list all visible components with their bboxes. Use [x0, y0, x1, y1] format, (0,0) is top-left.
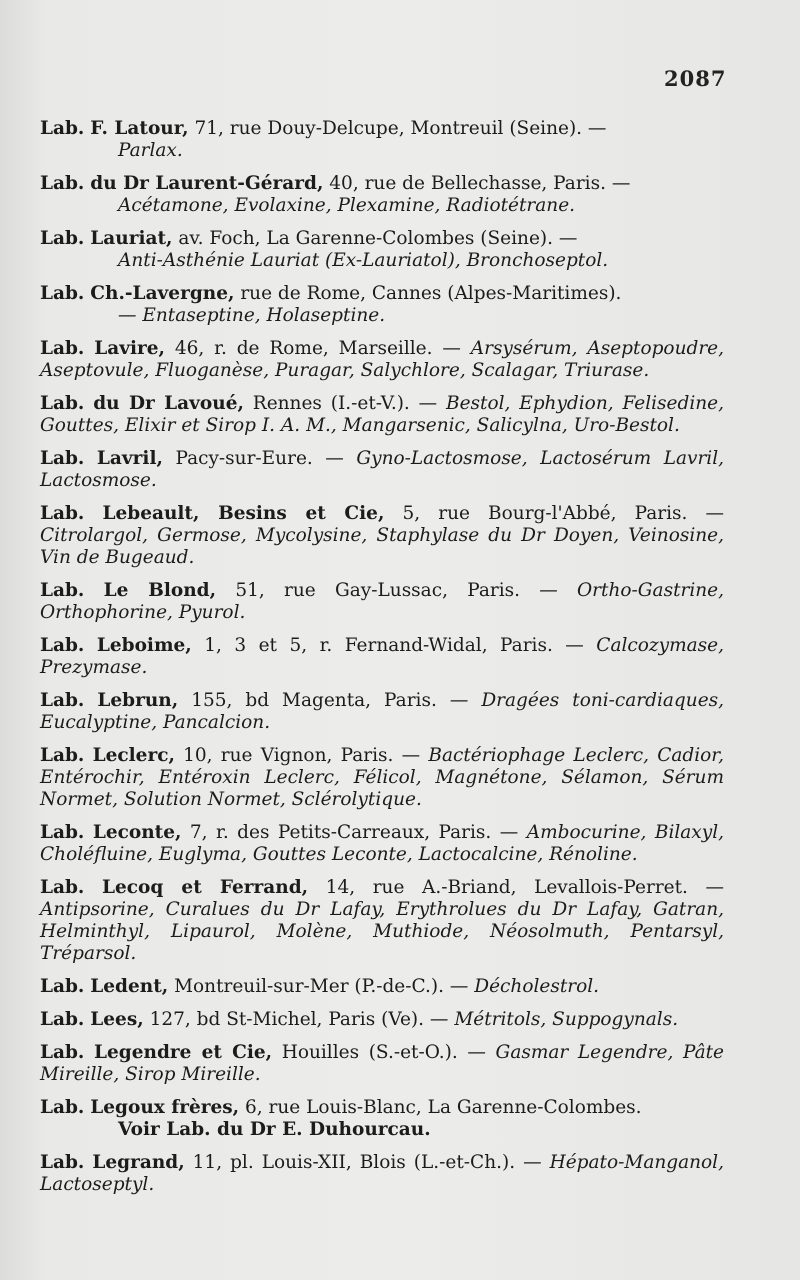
- entry-prefix: Lab.: [40, 118, 85, 139]
- entry-address: Pacy-sur-Eure. —: [175, 448, 344, 469]
- entry-name: Le Blond,: [103, 580, 217, 601]
- list-item: [40, 1009, 724, 1031]
- entry-products: Ambocurine, Bilaxyl, Choléfluine, Euglyma, Gouttes Leconte, Lactocalcine, Rénoline.: [40, 822, 724, 865]
- entry-address: 6, rue Louis-Blanc, La Garenne-Colombes.: [244, 1097, 642, 1118]
- entry-prefix: Lab.: [40, 283, 85, 304]
- entry-prefix: Lab.: [40, 1152, 85, 1173]
- entry-prefix: Lab.: [40, 173, 85, 194]
- entry-address: 71, rue Douy-Delcupe, Montreuil (Seine). —: [194, 118, 607, 139]
- entry-products: Bactériophage Leclerc, Cadior, Entérochir, Entéroxin Leclerc, Félicol, Magnétone, Sélamon, Sérum Normet, Solution Normet, Sclérolytique.: [40, 745, 724, 810]
- entry-address: Montreuil-sur-Mer (P.-de-C.). —: [174, 976, 469, 997]
- entry-products: Calcozymase, Prezymase.: [40, 635, 724, 678]
- list-item: [40, 338, 724, 382]
- list-item: [40, 580, 724, 624]
- entry-name: Leclerc,: [92, 745, 175, 766]
- entry-name: Lauriat,: [90, 228, 173, 249]
- list-item: [40, 503, 724, 569]
- entry-products: Gyno-Lactosmose, Lactosérum Lavril, Lactosmose.: [40, 448, 725, 491]
- entry-address: 127, bd St-Michel, Paris (Ve). —: [149, 1009, 449, 1030]
- list-item: [40, 1042, 724, 1086]
- entry-prefix: Lab.: [40, 976, 85, 997]
- entry-address: 11, pl. Louis-XII, Blois (L.-et-Ch.). —: [192, 1152, 542, 1173]
- list-item: [40, 173, 724, 217]
- list-item: [40, 1152, 724, 1196]
- entry-name: Lees,: [90, 1009, 144, 1030]
- entry-products: Gasmar Legendre, Pâte Mireille, Sirop Mireille.: [40, 1042, 725, 1085]
- entry-address: 46, r. de Rome, Marseille. —: [174, 338, 461, 359]
- entry-name: du Dr Lavoué,: [93, 393, 244, 414]
- entry-name: du Dr Laurent-Gérard,: [90, 173, 324, 194]
- entry-address: av. Foch, La Garenne-Colombes (Seine). —: [178, 228, 578, 249]
- entry-prefix: Lab.: [40, 1042, 85, 1063]
- entry-prefix: Lab.: [40, 635, 85, 656]
- entry-prefix: Lab.: [40, 338, 85, 359]
- entry-name: Legendre et Cie,: [94, 1042, 273, 1063]
- list-item: [40, 635, 724, 679]
- entry-address: rue de Rome, Cannes (Alpes-Maritimes).: [240, 283, 622, 304]
- entry-products: Hépato-Manganol, Lactoseptyl.: [40, 1152, 724, 1195]
- entry-name: Ch.-Lavergne,: [90, 283, 235, 304]
- entry-prefix: Lab.: [40, 690, 85, 711]
- entry-products: Voir Lab. du Dr E. Duhourcau.: [118, 1119, 431, 1140]
- list-item: [40, 393, 724, 437]
- entry-address: 1, 3 et 5, r. Fernand-Widal, Paris. —: [204, 635, 584, 656]
- entry-products: Bestol, Ephydion, Felisedine, Gouttes, Elixir et Sirop I. A. M., Mangarsenic, Salicylna, Uro-Bestol.: [40, 393, 724, 436]
- entry-prefix: Lab.: [40, 503, 85, 524]
- entry-products: Arsysérum, Aseptopoudre, Aseptovule, Fluoganèse, Puragar, Salychlore, Scalagar, Triurase.: [40, 338, 724, 381]
- entry-prefix: Lab.: [40, 580, 85, 601]
- entry-address: Rennes (I.-et-V.). —: [252, 393, 438, 414]
- entry-name: Lavril,: [96, 448, 163, 469]
- entry-products: Citrolargol, Germose, Mycolysine, Staphylase du Dr Doyen, Veinosine, Vin de Bugeaud.: [40, 525, 724, 568]
- entry-name: Legoux frères,: [90, 1097, 240, 1118]
- entry-list: [40, 118, 724, 1207]
- entry-products: Ortho-Gastrine, Orthophorine, Pyurol.: [40, 580, 725, 623]
- entry-address: 7, r. des Petits-Carreaux, Paris. —: [189, 822, 519, 843]
- page-number: 2087: [664, 66, 727, 91]
- entry-products: — Entaseptine, Holaseptine.: [118, 305, 386, 326]
- entry-products: Parlax.: [118, 140, 183, 161]
- entry-name: Lebeault, Besins et Cie,: [102, 503, 385, 524]
- list-item: [40, 228, 724, 272]
- entry-products: Dragées toni-cardiaques, Eucalyptine, Pancalcion.: [40, 690, 725, 733]
- entry-products: Antipsorine, Curalues du Dr Lafay, Erythrolues du Dr Lafay, Gatran, Helminthyl, Lipaurol, Molène, Muthiode, Néosolmuth, Pentarsyl, Tréparsol.: [40, 899, 724, 964]
- entry-address: 5, rue Bourg-l'Abbé, Paris. —: [402, 503, 724, 524]
- entry-prefix: Lab.: [40, 745, 85, 766]
- list-item: [40, 283, 724, 327]
- list-item: [40, 1097, 724, 1141]
- entry-address: 14, rue A.-Briand, Levallois-Perret. —: [325, 877, 725, 898]
- entry-name: Leconte,: [92, 822, 182, 843]
- list-item: [40, 877, 724, 965]
- entry-address: Houilles (S.-et-O.). —: [281, 1042, 486, 1063]
- list-item: [40, 448, 724, 492]
- entry-address: 10, rue Vignon, Paris. —: [183, 745, 421, 766]
- entry-products: Décholestrol.: [474, 976, 600, 997]
- entry-name: Lavire,: [94, 338, 165, 359]
- entry-prefix: Lab.: [40, 822, 85, 843]
- entry-prefix: Lab.: [40, 228, 85, 249]
- entry-name: Ledent,: [90, 976, 169, 997]
- list-item: [40, 745, 724, 811]
- entry-products: Acétamone, Evolaxine, Plexamine, Radiotétrane.: [118, 195, 576, 216]
- entry-prefix: Lab.: [40, 448, 85, 469]
- list-item: [40, 822, 724, 866]
- entry-prefix: Lab.: [40, 877, 85, 898]
- entry-address: 51, rue Gay-Lussac, Paris. —: [235, 580, 558, 601]
- entry-name: Legrand,: [92, 1152, 185, 1173]
- list-item: [40, 976, 724, 998]
- entry-address: 155, bd Magenta, Paris. —: [191, 690, 469, 711]
- entry-name: Leboime,: [96, 635, 192, 656]
- entry-prefix: Lab.: [40, 1097, 85, 1118]
- entry-name: Lebrun,: [97, 690, 179, 711]
- entry-prefix: Lab.: [40, 1009, 85, 1030]
- entry-prefix: Lab.: [40, 393, 85, 414]
- entry-name: F. Latour,: [90, 118, 189, 139]
- entry-name: Lecoq et Ferrand,: [101, 877, 309, 898]
- entry-address: 40, rue de Bellechasse, Paris. —: [329, 173, 631, 194]
- entry-products: Anti-Asthénie Lauriat (Ex-Lauriatol), Bronchoseptol.: [118, 250, 609, 271]
- list-item: [40, 118, 724, 162]
- list-item: [40, 690, 724, 734]
- entry-products: Métritols, Suppogynals.: [454, 1009, 679, 1030]
